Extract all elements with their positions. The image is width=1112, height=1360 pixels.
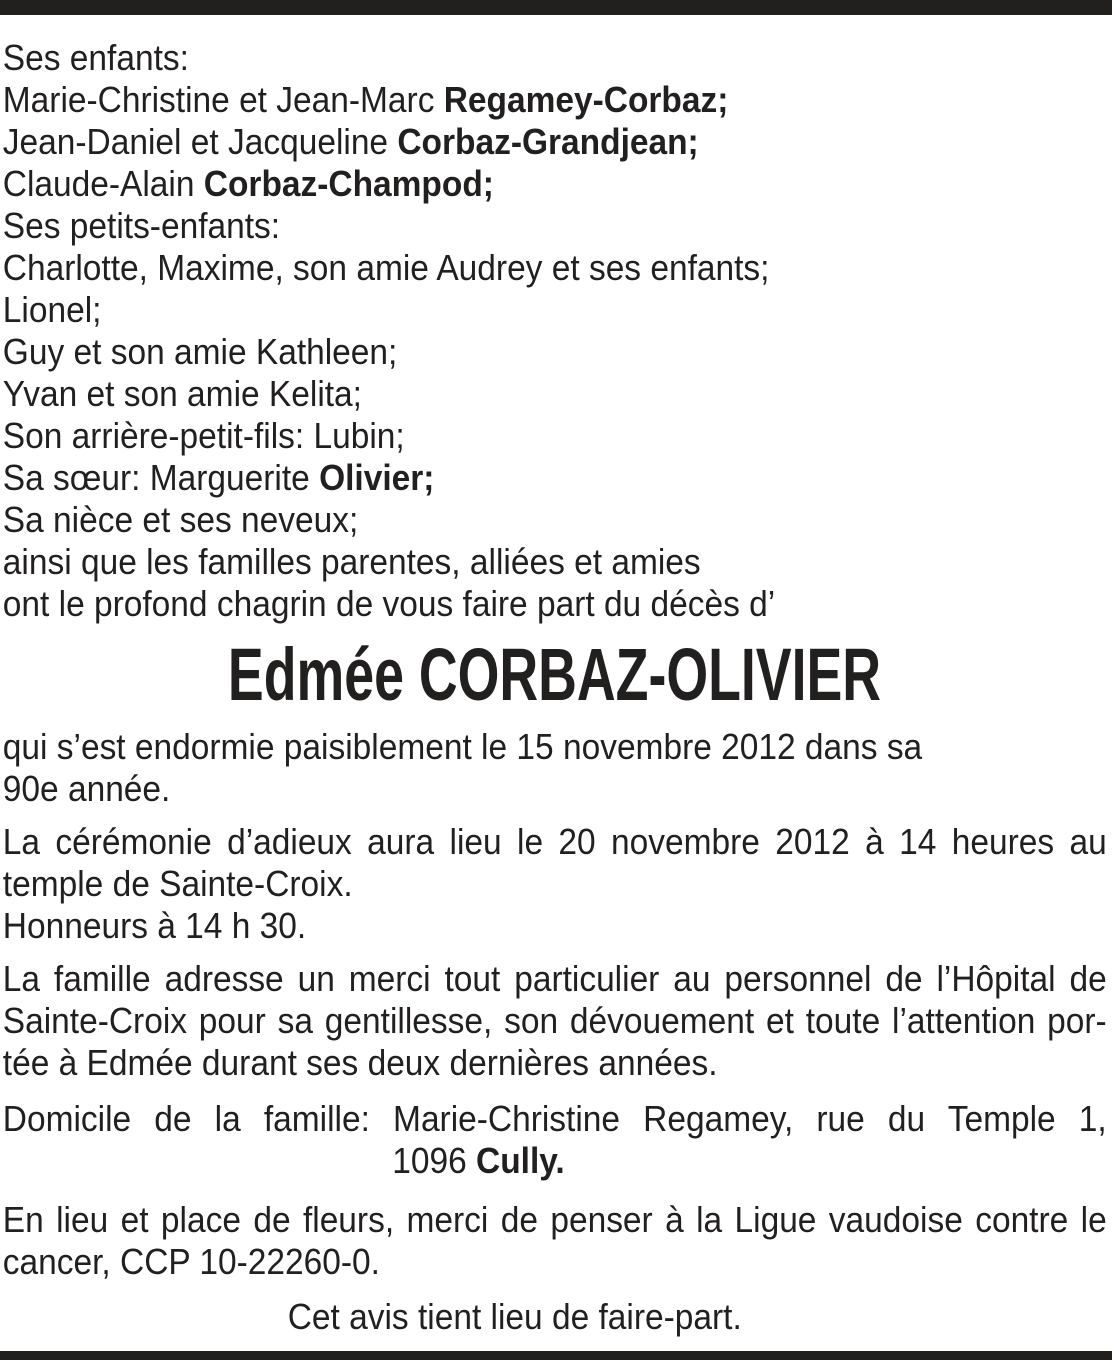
family-line-text: Claude-Alain [2,163,204,204]
thanks-line: La famille adresse un merci tout particulier au personnel de l’Hôpital de [2,958,1107,999]
family-line [3,247,1107,289]
family-line-text: Son arrière-petit-fils: Lubin; [2,415,405,456]
family-name: Regamey-Corbaz; [443,79,729,120]
ceremony-line: La cérémonie d’adieux aura lieu le 20 novembre 2012 à 14 heures au [2,821,1107,862]
family-line-text: Yvan et son amie Kelita; [2,373,362,414]
family-line-text: Lionel; [2,289,102,330]
family-line [3,415,1107,457]
address-city-line [3,1140,1107,1182]
family-line-text: ont le profond chagrin de vous faire part du décès d’ [2,583,776,624]
donation-line: En lieu et place de fleurs, merci de penser à la Ligue vaudoise contre le [2,1199,1107,1240]
family-line [3,499,1107,541]
address-line: Domicile de la famille: Marie-Christine Regamey, rue du Temple 1, [2,1098,1107,1139]
family-line [3,79,1107,121]
address-city: Cully. [476,1140,565,1181]
deceased-name-text: Edmée CORBAZ-OLIVIER [228,633,882,716]
family-line-text: Ses petits-enfants: [2,205,281,246]
family-name: Olivier; [319,457,435,498]
family-line [3,331,1107,373]
family-line [3,541,1107,583]
family-line-text: Guy et son amie Kathleen; [2,331,398,372]
family-line [3,121,1107,163]
family-line-text: Sa sœur: Marguerite [2,457,320,498]
ceremony-line: Honneurs à 14 h 30. [2,905,307,946]
donation-line: cancer, CCP 10-22260-0. [2,1241,380,1282]
family-line-text: ainsi que les familles parentes, alliées et amies [2,541,701,582]
family-line-text: Charlotte, Maxime, son amie Audrey et ses enfants; [2,247,770,288]
death-line: qui s’est endormie paisiblement le 15 novembre 2012 dans sa [2,726,923,767]
closing-line: Cet avis tient lieu de faire-part. [287,1296,742,1337]
family-line [3,583,1107,625]
family-line-text: Ses enfants: [2,37,189,78]
address-paragraph [3,1098,1107,1182]
family-line-text: Sa nièce et ses neveux; [2,499,359,540]
family-line [3,37,1107,79]
thanks-paragraph [3,958,1107,1084]
family-line [3,163,1107,205]
family-line-text: Jean-Daniel et Jacqueline [2,121,398,162]
donation-paragraph [3,1199,1107,1283]
death-line: 90e année. [2,768,171,809]
family-line [3,205,1107,247]
family-line-text: Marie-Christine et Jean-Marc [2,79,444,120]
family-name: Corbaz-Champod; [203,163,494,204]
family-name: Corbaz-Grandjean; [397,121,699,162]
family-line [3,289,1107,331]
family-list [3,37,1107,625]
closing-paragraph [3,1296,1107,1338]
family-line [3,457,1107,499]
thanks-line: Sainte-Croix pour sa gentillesse, son dévouement et toute l’attention por- [2,1000,1107,1041]
death-paragraph [3,726,1107,810]
ceremony-paragraph [3,821,1107,947]
address-zip: 1096 [392,1140,477,1181]
ceremony-line: temple de Sainte-Croix. [2,863,353,904]
thanks-line: tée à Edmée durant ses deux dernières années. [2,1042,718,1083]
deceased-name [3,635,1107,715]
bottom-rule [0,1351,1112,1360]
family-line [3,373,1107,415]
